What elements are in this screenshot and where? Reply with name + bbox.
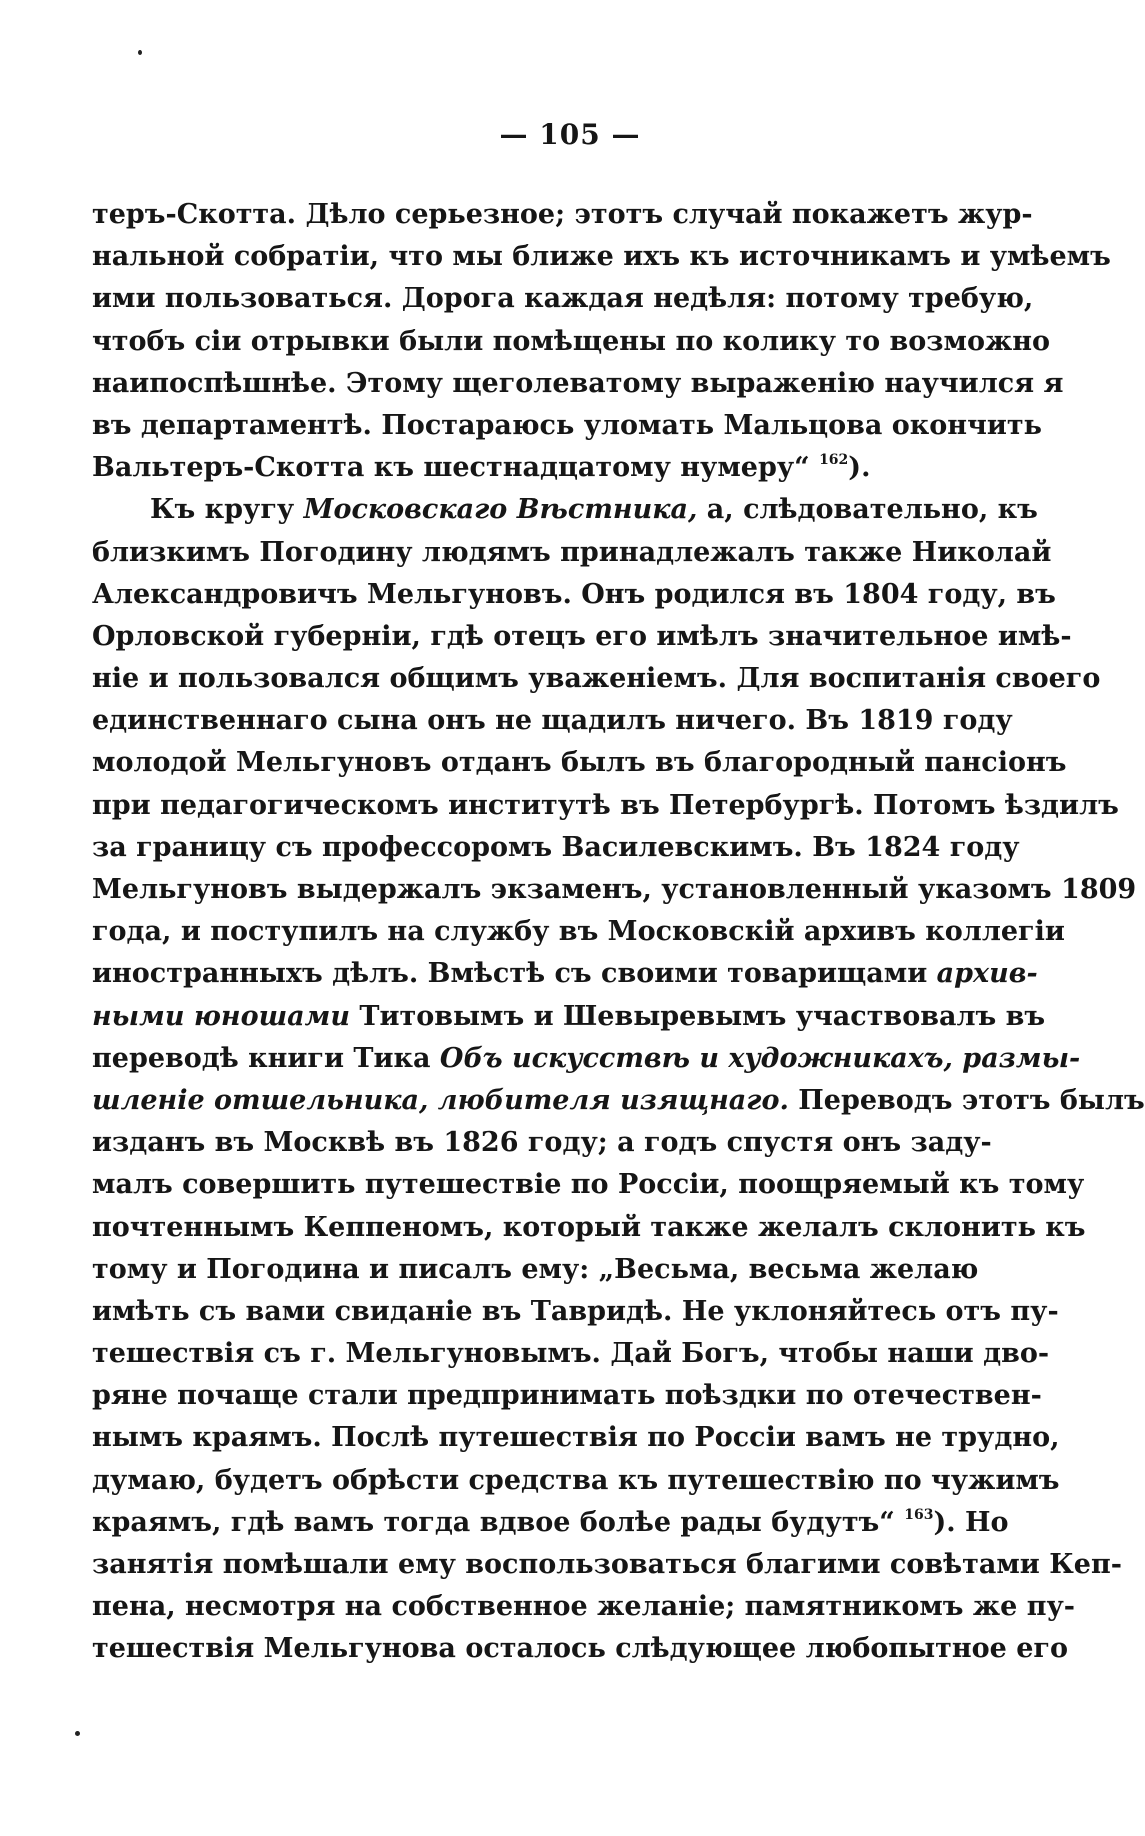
text-line: Александровичъ Мельгуновъ. Онъ родился въ 1804 году, въ: [92, 578, 1056, 610]
italic-title: Московскаго Вѣстника,: [303, 494, 698, 526]
text-line: ными юношами Титовымъ и Шевыревымъ участвовалъ въ: [92, 1000, 1046, 1032]
body-text: [92, 194, 1145, 1671]
text-line: малъ совершить путешествіе по Россіи, поощряемый къ тому: [92, 1169, 1085, 1201]
text-line: близкимъ Погодину людямъ принадлежалъ также Николай: [92, 536, 1052, 568]
text-line: тешествія съ г. Мельгуновымъ. Дай Богъ, чтобы наши дво-: [92, 1338, 1050, 1370]
text-line: переводѣ книги Тика Объ искусствѣ и художникахъ, размы-: [92, 1042, 1081, 1074]
italic-title: шленіе отшельника, любителя изящнаго.: [92, 1084, 789, 1116]
text-line: теръ-Скотта. Дѣло серьезное; этотъ случай покажетъ жур-: [92, 199, 1033, 230]
text-line: имѣть съ вами свиданіе въ Тавридѣ. Не уклоняйтесь отъ пу-: [92, 1295, 1059, 1327]
italic-title: Объ искусствѣ и художникахъ, размы-: [439, 1042, 1081, 1074]
text-line: нальной собратіи, что мы ближе ихъ къ источникамъ и умѣемъ: [92, 241, 1111, 273]
text-line: иностранныхъ дѣлъ. Вмѣстѣ съ своими товарищами архив-: [92, 958, 1038, 990]
scan-speck: [138, 50, 142, 55]
text-line: тешествія Мельгунова осталось слѣдующее любопытное его: [92, 1633, 1068, 1665]
text-line: года, и поступилъ на службу въ Московскій архивъ коллегіи: [92, 916, 1065, 948]
text-line: при педагогическомъ институтѣ въ Петербургѣ. Потомъ ѣздилъ: [92, 789, 1119, 821]
text-line: за границу съ профессоромъ Василевскимъ. Въ 1824 году: [92, 831, 1020, 863]
text-line: молодой Мельгуновъ отданъ былъ въ благородный пансіонъ: [92, 747, 1067, 779]
text-line: ніе и пользовался общимъ уваженіемъ. Для воспитанія своего: [92, 663, 1101, 695]
text-line: въ департаментѣ. Постараюсь уломать Мальцова окончить: [92, 409, 1042, 441]
text-line: единственнаго сына онъ не щадилъ ничего. Въ 1819 году: [92, 705, 1013, 737]
text-line: ряне почаще стали предпринимать поѣздки по отечествен-: [92, 1380, 1042, 1412]
scan-speck: [75, 1731, 80, 1736]
text-line: пена, несмотря на собственное желаніе; памятникомъ же пу-: [92, 1591, 1076, 1623]
footnote-ref: 163: [904, 1506, 934, 1523]
text-line: наипоспѣшнѣе. Этому щеголеватому выраженію научился я: [92, 367, 1064, 399]
text-line: краямъ, гдѣ вамъ тогда вдвое болѣе рады будутъ“ $^{163}$). Но: [92, 1506, 1009, 1538]
text-line: нымъ краямъ. Послѣ путешествія по Россіи вамъ не трудно,: [92, 1422, 1060, 1454]
text-line: думаю, будетъ обрѣсти средства къ путешествію по чужимъ: [92, 1464, 1060, 1496]
text-line: Мельгуновъ выдержалъ экзаменъ, установленный указомъ 1809: [92, 874, 1137, 905]
text-line: Вальтеръ-Скотта къ шестнадцатому нумеру“ $^{162}$).: [92, 452, 871, 484]
text-line: ими пользоваться. Дорога каждая недѣля: потому требую,: [92, 283, 1034, 315]
italic-phrase: архив-: [936, 958, 1038, 990]
page-number: — 105 —: [499, 118, 641, 151]
footnote-ref: 162: [819, 452, 849, 469]
text-line: изданъ въ Москвѣ въ 1826 году; а годъ спустя онъ заду-: [92, 1127, 992, 1159]
italic-phrase: ными юношами: [92, 1000, 350, 1032]
text-line: чтобъ сіи отрывки были помѣщены по колику то возможно: [92, 325, 1051, 357]
text-line: шленіе отшельника, любителя изящнаго. Переводъ этотъ былъ: [92, 1084, 1145, 1116]
text-line: почтеннымъ Кеппеномъ, который также желалъ склонить къ: [92, 1211, 1086, 1243]
text-line: занятія помѣшали ему воспользоваться благими совѣтами Кеп-: [92, 1549, 1122, 1580]
text-line: Орловской губерніи, гдѣ отецъ его имѣлъ значительное имѣ-: [92, 620, 1072, 652]
text-line: Къ кругу Московскаго Вѣстника, а, слѣдовательно, къ: [150, 494, 1038, 526]
text-line: тому и Погодина и писалъ ему: „Весьма, весьма желаю: [92, 1253, 979, 1285]
